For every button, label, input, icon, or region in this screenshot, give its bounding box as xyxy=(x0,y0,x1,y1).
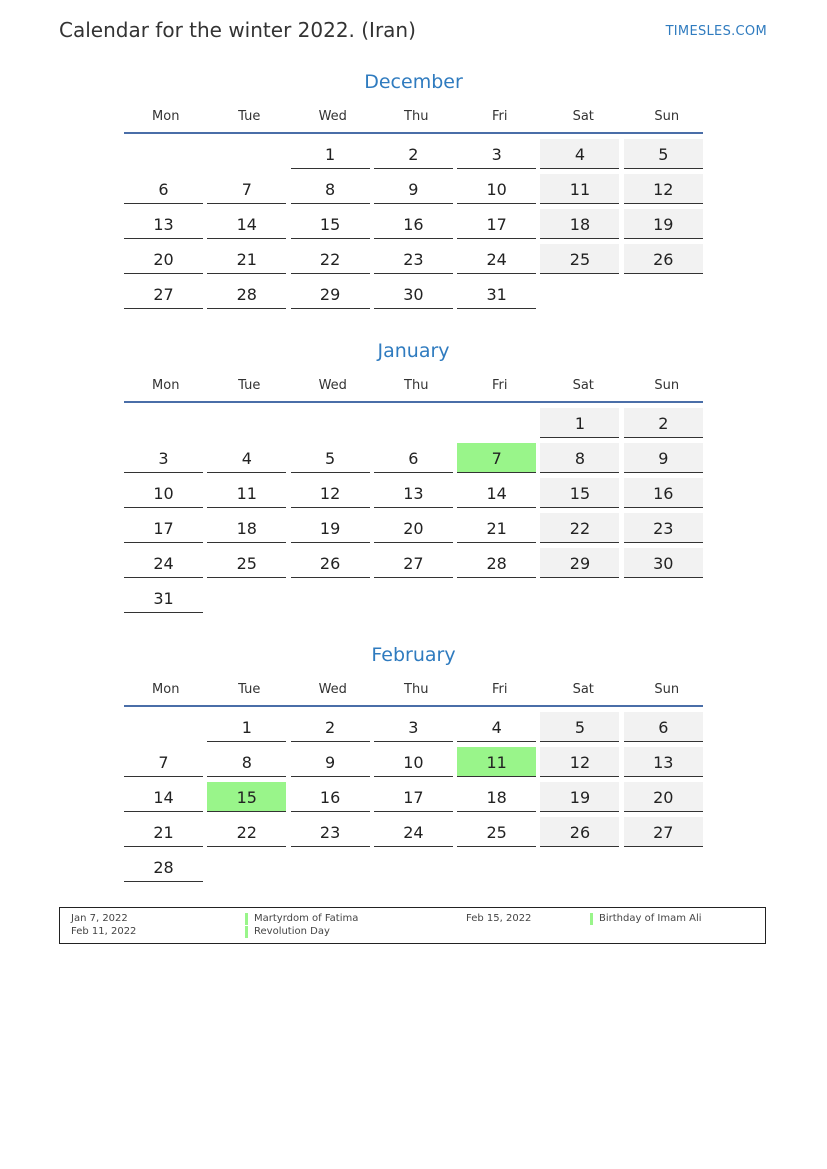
day-cell[interactable]: 6 xyxy=(374,443,453,473)
day-cell[interactable]: 15 xyxy=(291,209,370,239)
weekday-label: Fri xyxy=(492,109,508,124)
weekday-label: Mon xyxy=(152,682,180,697)
empty-cell xyxy=(207,139,286,169)
days-grid xyxy=(124,139,703,309)
month-december xyxy=(124,68,703,309)
day-cell[interactable]: 20 xyxy=(124,244,203,274)
day-cell[interactable]: 20 xyxy=(374,513,453,543)
day-cell[interactable]: 24 xyxy=(457,244,536,274)
month-title: January xyxy=(377,340,450,362)
month-january xyxy=(124,337,703,613)
day-cell[interactable]: 5 xyxy=(540,712,619,742)
day-cell[interactable]: 26 xyxy=(624,244,703,274)
weekday-label: Sat xyxy=(572,682,594,697)
weekday-label: Wed xyxy=(318,109,347,124)
empty-cell xyxy=(124,139,203,169)
day-cell[interactable]: 1 xyxy=(540,408,619,438)
day-cell[interactable]: 14 xyxy=(124,782,203,812)
day-cell[interactable]: 2 xyxy=(624,408,703,438)
days-grid xyxy=(124,408,703,613)
empty-cell xyxy=(457,408,536,438)
holiday-legend xyxy=(59,907,766,944)
day-cell[interactable]: 17 xyxy=(457,209,536,239)
legend-date: Feb 11, 2022 xyxy=(71,926,137,937)
day-cell[interactable]: 9 xyxy=(624,443,703,473)
day-cell[interactable]: 23 xyxy=(624,513,703,543)
page-title: Calendar for the winter 2022. (Iran) xyxy=(59,18,416,42)
day-cell[interactable]: 27 xyxy=(124,279,203,309)
day-cell[interactable]: 29 xyxy=(540,548,619,578)
day-cell[interactable]: 20 xyxy=(624,782,703,812)
month-title: December xyxy=(364,71,463,93)
weekday-label: Tue xyxy=(238,682,261,697)
day-cell[interactable]: 8 xyxy=(207,747,286,777)
weekday-label: Wed xyxy=(318,682,347,697)
day-cell[interactable]: 7 xyxy=(207,174,286,204)
day-cell[interactable]: 1 xyxy=(291,139,370,169)
day-cell[interactable]: 5 xyxy=(291,443,370,473)
weekday-label: Sun xyxy=(654,109,680,124)
day-cell[interactable]: 25 xyxy=(457,817,536,847)
weekday-label: Mon xyxy=(152,109,180,124)
empty-cell xyxy=(291,408,370,438)
day-cell[interactable]: 21 xyxy=(207,244,286,274)
legend-date: Jan 7, 2022 xyxy=(71,913,128,924)
day-cell[interactable]: 2 xyxy=(291,712,370,742)
weekday-label: Wed xyxy=(318,378,347,393)
legend-holiday-name: Revolution Day xyxy=(245,926,330,938)
day-cell[interactable]: 16 xyxy=(374,209,453,239)
day-cell[interactable]: 1 xyxy=(207,712,286,742)
weekday-header xyxy=(124,371,703,403)
weekday-label: Tue xyxy=(238,109,261,124)
day-cell[interactable]: 10 xyxy=(374,747,453,777)
weekday-label: Thu xyxy=(404,109,429,124)
day-cell[interactable]: 13 xyxy=(374,478,453,508)
day-cell[interactable]: 19 xyxy=(291,513,370,543)
day-cell[interactable]: 4 xyxy=(207,443,286,473)
day-cell[interactable]: 25 xyxy=(540,244,619,274)
days-grid xyxy=(124,712,703,882)
day-cell[interactable]: 2 xyxy=(374,139,453,169)
day-cell[interactable]: 9 xyxy=(374,174,453,204)
day-cell[interactable]: 27 xyxy=(624,817,703,847)
day-cell[interactable]: 11 xyxy=(540,174,619,204)
empty-cell xyxy=(374,408,453,438)
day-cell[interactable]: 14 xyxy=(207,209,286,239)
weekday-label: Sun xyxy=(654,682,680,697)
day-cell[interactable]: 15 xyxy=(540,478,619,508)
day-cell[interactable]: 23 xyxy=(374,244,453,274)
day-cell[interactable]: 6 xyxy=(624,712,703,742)
day-cell[interactable]: 28 xyxy=(457,548,536,578)
day-cell[interactable]: 12 xyxy=(540,747,619,777)
day-cell[interactable]: 28 xyxy=(207,279,286,309)
month-title: February xyxy=(371,644,456,666)
day-cell[interactable]: 17 xyxy=(124,513,203,543)
day-cell[interactable]: 22 xyxy=(207,817,286,847)
day-cell[interactable]: 21 xyxy=(457,513,536,543)
empty-cell xyxy=(207,408,286,438)
day-cell[interactable]: 28 xyxy=(124,852,203,882)
weekday-label: Mon xyxy=(152,378,180,393)
site-link[interactable]: TIMESLES.COM xyxy=(665,24,767,39)
day-cell[interactable]: 12 xyxy=(624,174,703,204)
day-cell[interactable]: 9 xyxy=(291,747,370,777)
day-cell[interactable]: 11 xyxy=(207,478,286,508)
day-cell[interactable]: 17 xyxy=(374,782,453,812)
legend-holiday-name: Birthday of Imam Ali xyxy=(590,913,702,925)
weekday-label: Fri xyxy=(492,378,508,393)
legend-date: Feb 15, 2022 xyxy=(466,913,532,924)
day-cell[interactable]: 7 xyxy=(124,747,203,777)
day-cell[interactable]: 10 xyxy=(457,174,536,204)
day-cell[interactable]: 24 xyxy=(374,817,453,847)
day-cell[interactable]: 26 xyxy=(291,548,370,578)
weekday-label: Sun xyxy=(654,378,680,393)
month-february xyxy=(124,641,703,882)
empty-cell xyxy=(124,712,203,742)
day-cell[interactable]: 12 xyxy=(291,478,370,508)
day-cell[interactable]: 26 xyxy=(540,817,619,847)
weekday-header xyxy=(124,675,703,707)
day-cell[interactable]: 13 xyxy=(624,747,703,777)
day-cell[interactable]: 31 xyxy=(124,583,203,613)
day-cell[interactable]: 18 xyxy=(207,513,286,543)
day-cell[interactable]: 19 xyxy=(540,782,619,812)
day-cell[interactable]: 3 xyxy=(124,443,203,473)
day-cell[interactable]: 8 xyxy=(291,174,370,204)
day-cell[interactable]: 25 xyxy=(207,548,286,578)
day-cell[interactable]: 5 xyxy=(624,139,703,169)
weekday-label: Tue xyxy=(238,378,261,393)
holiday-day-cell[interactable]: 7 xyxy=(457,443,536,473)
empty-cell xyxy=(124,408,203,438)
weekday-label: Sat xyxy=(572,378,594,393)
day-cell[interactable]: 3 xyxy=(457,139,536,169)
day-cell[interactable]: 24 xyxy=(124,548,203,578)
day-cell[interactable]: 19 xyxy=(624,209,703,239)
legend-holiday-name: Martyrdom of Fatima xyxy=(245,913,358,925)
day-cell[interactable]: 21 xyxy=(124,817,203,847)
day-cell[interactable]: 18 xyxy=(540,209,619,239)
day-cell[interactable]: 16 xyxy=(624,478,703,508)
weekday-label: Thu xyxy=(404,682,429,697)
weekday-header xyxy=(124,102,703,134)
day-cell[interactable]: 8 xyxy=(540,443,619,473)
day-cell[interactable]: 29 xyxy=(291,279,370,309)
day-cell[interactable]: 4 xyxy=(457,712,536,742)
day-cell[interactable]: 3 xyxy=(374,712,453,742)
day-cell[interactable]: 27 xyxy=(374,548,453,578)
weekday-label: Sat xyxy=(572,109,594,124)
day-cell[interactable]: 23 xyxy=(291,817,370,847)
day-cell[interactable]: 6 xyxy=(124,174,203,204)
day-cell[interactable]: 22 xyxy=(291,244,370,274)
day-cell[interactable]: 31 xyxy=(457,279,536,309)
holiday-day-cell[interactable]: 11 xyxy=(457,747,536,777)
day-cell[interactable]: 13 xyxy=(124,209,203,239)
day-cell[interactable]: 22 xyxy=(540,513,619,543)
day-cell[interactable]: 30 xyxy=(624,548,703,578)
day-cell[interactable]: 10 xyxy=(124,478,203,508)
day-cell[interactable]: 14 xyxy=(457,478,536,508)
day-cell[interactable]: 30 xyxy=(374,279,453,309)
day-cell[interactable]: 4 xyxy=(540,139,619,169)
weekday-label: Thu xyxy=(404,378,429,393)
weekday-label: Fri xyxy=(492,682,508,697)
holiday-day-cell[interactable]: 15 xyxy=(207,782,286,812)
day-cell[interactable]: 16 xyxy=(291,782,370,812)
day-cell[interactable]: 18 xyxy=(457,782,536,812)
